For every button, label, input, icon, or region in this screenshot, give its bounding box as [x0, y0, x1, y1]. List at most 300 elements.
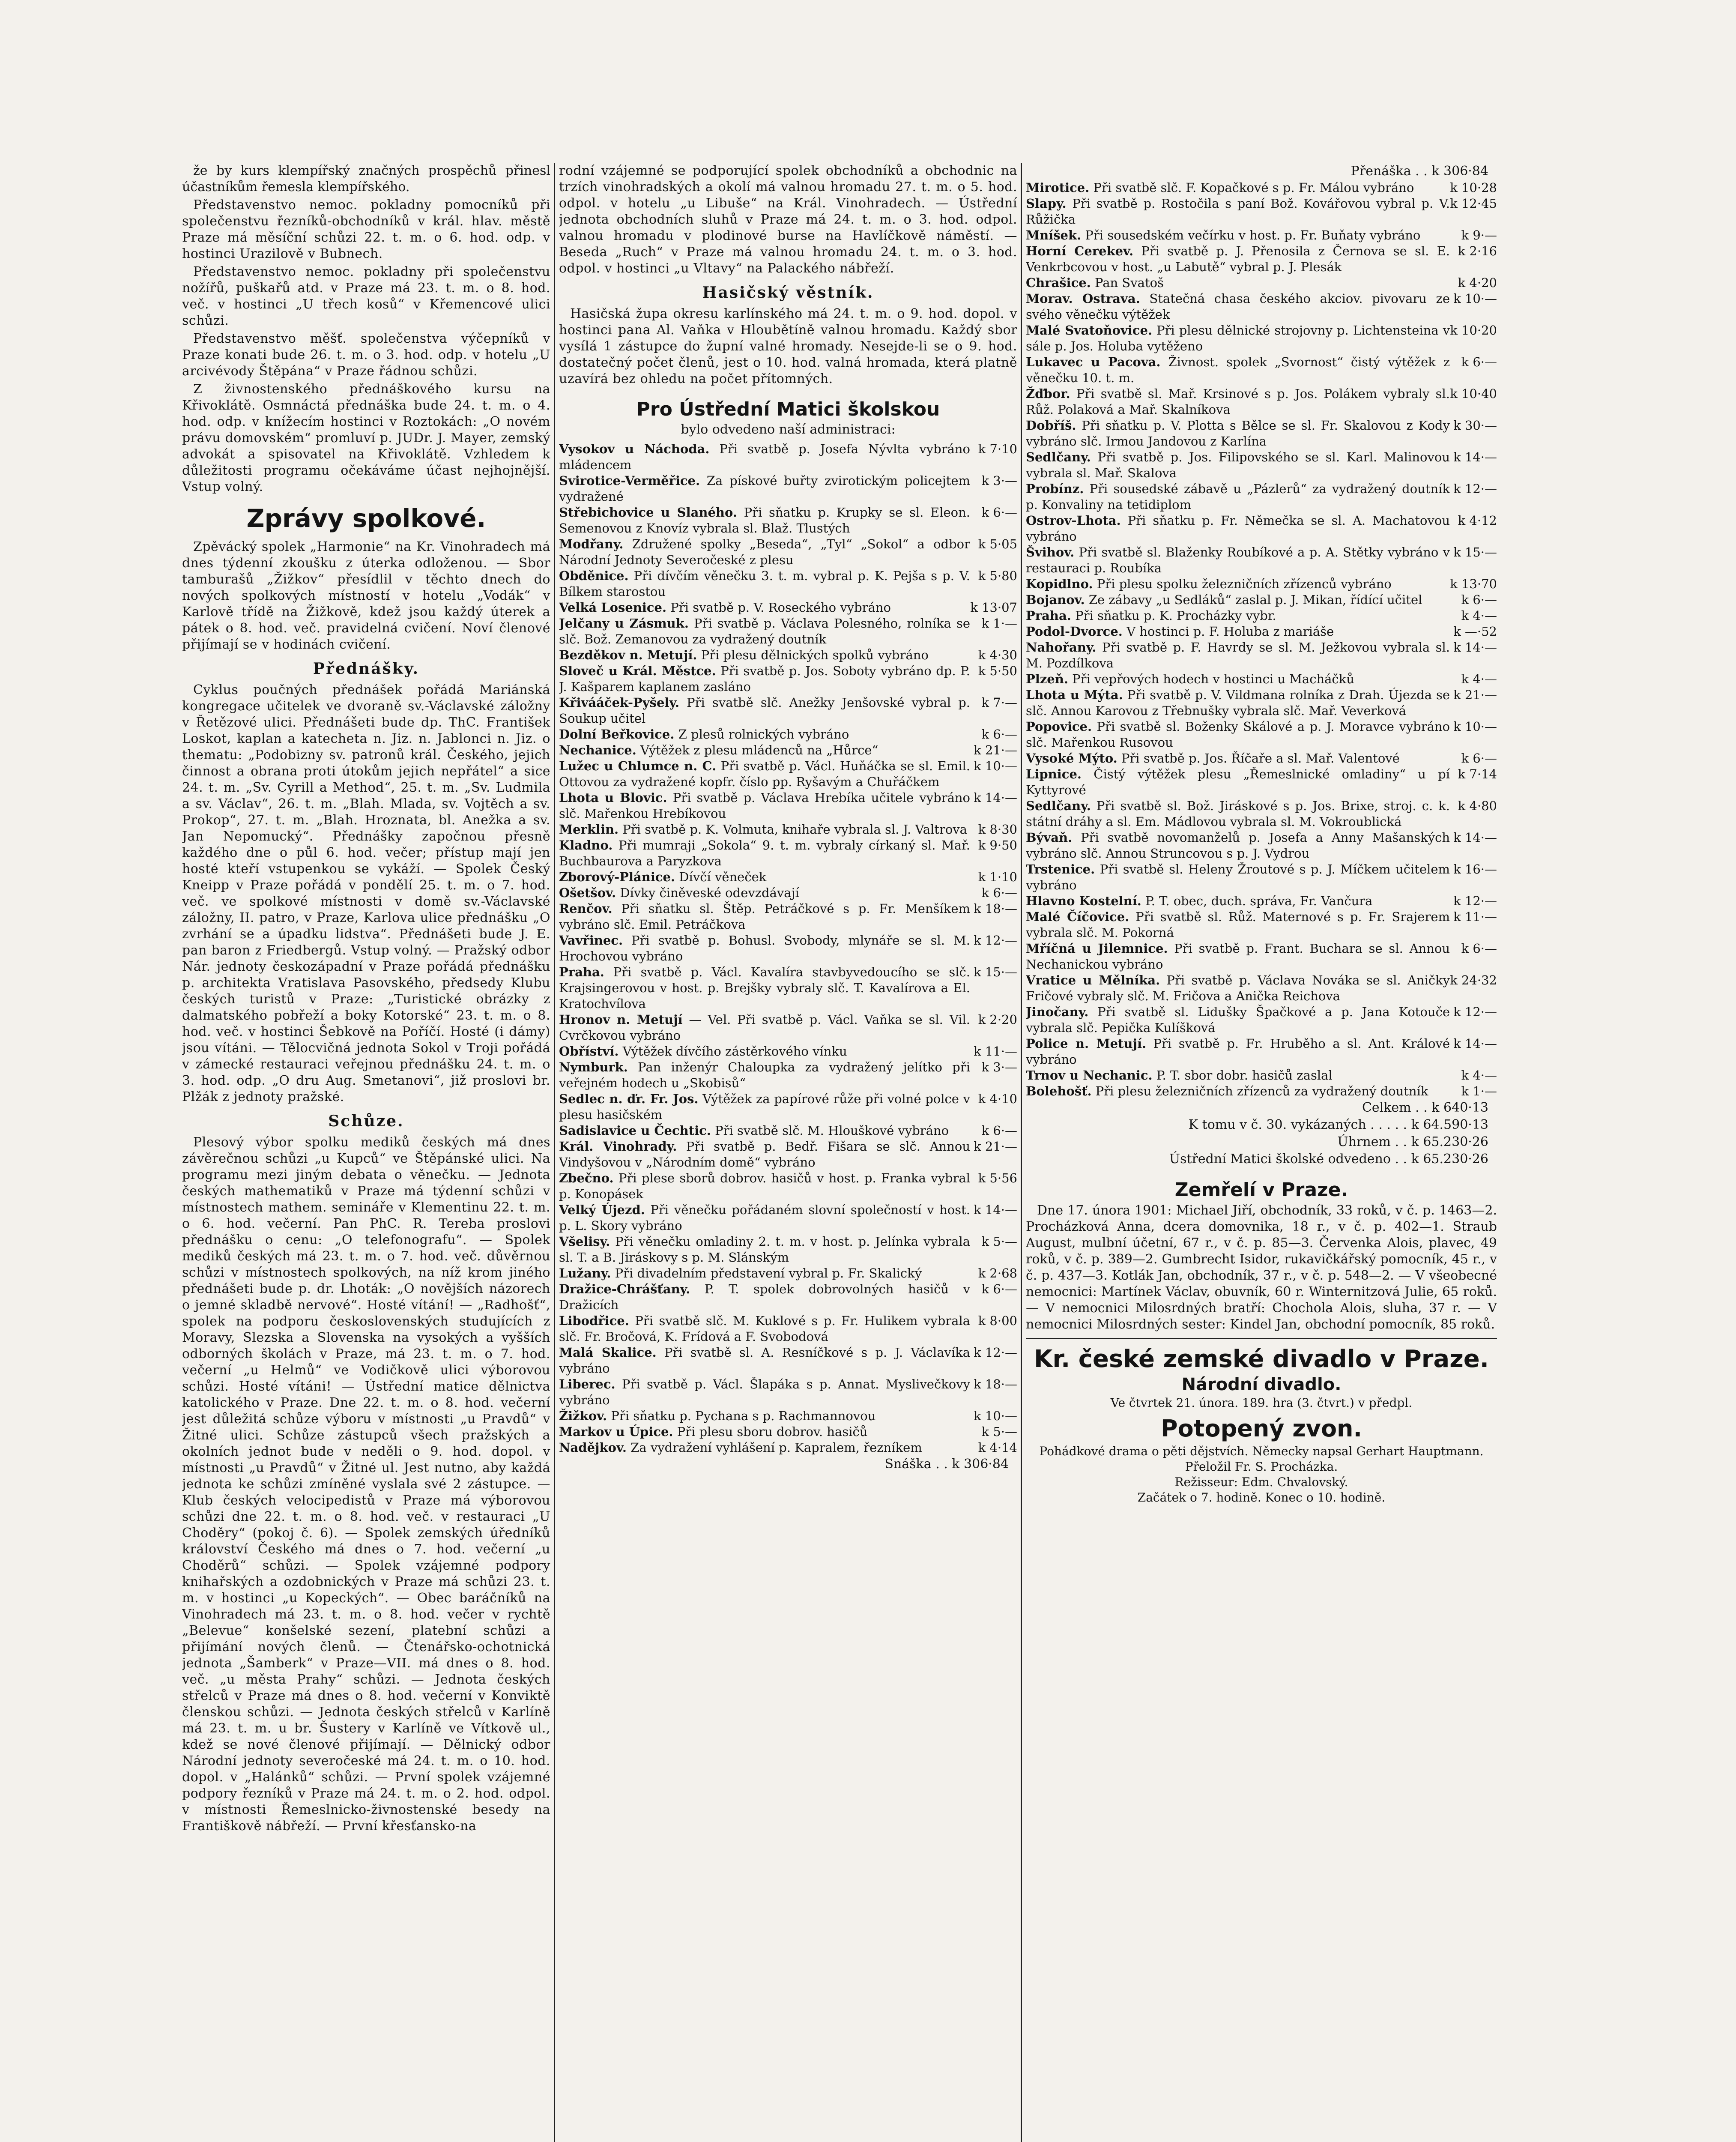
donation-amount: k 6·— — [981, 727, 1017, 742]
donation-amount: k —·52 — [1453, 624, 1497, 639]
donation-place: Praha. — [1026, 608, 1071, 623]
donation-place: Praha. — [559, 965, 604, 979]
donation-amount: k 21·— — [974, 743, 1017, 757]
donation-amount: k 14·— — [974, 790, 1017, 805]
donation-amount: k 4·14 — [978, 1440, 1017, 1455]
donation-text: Při dívčím věnečku 3. t. m. vybral p. K. Pejša s p. V. Bílkem starostou — [559, 568, 971, 599]
donation-text: Pan Svatoš — [1095, 275, 1164, 290]
donation-text: Při svatbě p. Josefa Nývlta vybráno mládencem — [559, 442, 970, 472]
donation-row — [559, 1408, 1017, 1424]
donation-amount: k 10·— — [1453, 291, 1497, 306]
donation-place: Velký Újezd. — [559, 1203, 645, 1217]
donation-place: Dražice-Chrášťany. — [559, 1282, 690, 1296]
donation-place: Horní Cerekev. — [1026, 244, 1134, 258]
total-text: Úhrnem . . k 65.230·26 — [1337, 1134, 1488, 1149]
donation-amount: k 4·20 — [1458, 275, 1497, 290]
donation-row — [1026, 1036, 1497, 1068]
donation-amount: k 2·20 — [978, 1012, 1017, 1027]
donation-text: Dívčí věneček — [679, 870, 767, 884]
donation-text: Při svatbě slč. M. Hlouškové vybráno — [715, 1123, 949, 1138]
donation-row — [559, 1440, 1017, 1456]
donation-text: Za vydražení vyhlášení p. Kapralem, řezníkem — [630, 1440, 922, 1455]
paragraph: Z živnostenského přednáškového kursu na Křivoklátě. Osmnáctá přednáška bude 24. t. m. o 4. hod. odp. v knížecím hostinci v Roztokách: „O novém právu domovském“ promluví p. JUDr. J. Mayer, zemský advokát a spisovatel na Křivoklátě. Vzhledem k důležitosti programu očekáváme účast nejhojnější. Vstup volný. — [182, 382, 550, 494]
donation-amount: k 2·68 — [978, 1266, 1017, 1280]
donation-text: Výtěžek z plesu mládenců na „Hůrce“ — [640, 743, 878, 757]
donation-place: Sedlec n. ďr. Fr. Jos. — [559, 1092, 699, 1106]
donation-amount: k 3·— — [981, 1060, 1017, 1074]
donation-place: Jelčany u Zásmuk. — [559, 616, 689, 631]
donation-row — [559, 1424, 1017, 1440]
donation-amount: k 2·16 — [1458, 244, 1497, 258]
donation-text: Při svatbě p. F. Havrdy se sl. M. Ježkovou vybrala sl. M. Pozdílkova — [1026, 640, 1450, 670]
donation-amount: k 6·— — [1461, 355, 1497, 369]
donation-amount: k 5·05 — [978, 537, 1017, 551]
donation-place: Dobříš. — [1026, 418, 1076, 433]
total-text: Ústřední Matici školské odvedeno . . k 65.230·26 — [1169, 1152, 1488, 1167]
donation-amount: k 5·— — [981, 1234, 1017, 1249]
donation-place: Malé Svatoňovice. — [1026, 323, 1153, 338]
donation-amount: k 12·— — [1453, 1005, 1497, 1019]
donation-text: Při plesu dělnické strojovny p. Lichtensteina v sále p. Jos. Holuba vytěženo — [1026, 323, 1450, 353]
donation-row — [1026, 544, 1497, 576]
donation-text: Výtěžek za papírové růže při volné polce v plesu hasičském — [559, 1092, 970, 1122]
donation-amount: k 14·— — [1453, 450, 1497, 464]
donation-row — [559, 1059, 1017, 1091]
donation-place: Markov u Úpice. — [559, 1424, 673, 1439]
donation-text: Výtěžek dívčího zástěrkového vínku — [622, 1044, 847, 1059]
donation-text: Při svatbě p. Rostočila s paní Bož. Kovářovou vybral p. V. Růžička — [1026, 196, 1450, 227]
donation-place: Velká Losenice. — [559, 600, 667, 615]
donation-text: Živnost. spolek „Svornost“ čistý výtěžek z věnečku 10. t. m. — [1026, 355, 1450, 385]
total-line — [1026, 1116, 1497, 1134]
donation-text: Při svatbě novomanželů p. Josefa a Anny Mašanských vybráno slč. Annou Struncovou s p. J. Vydrou — [1026, 830, 1450, 861]
donation-amount: k 12·— — [974, 1345, 1017, 1360]
theatre-ad-desc: Pohádkové drama o pěti dějstvích. Německy napsal Gerhart Hauptmann. Přeložil Fr. S. Procházka. — [1039, 1444, 1484, 1474]
donation-text: Při sňatku p. Pychana s p. Rachmannovou — [611, 1409, 876, 1423]
donation-text: Při sňatku sl. Štěp. Petráčkové s p. Fr. Menšíkem vybráno slč. Emil. Petráčkova — [559, 901, 971, 932]
donation-amount: k 6·— — [981, 505, 1017, 520]
donation-place: Modřany. — [559, 537, 624, 551]
donation-amount: k 14·— — [974, 1203, 1017, 1217]
donation-text: Při plesu spolku železničních zřízenců vybráno — [1097, 577, 1392, 591]
column-rule — [554, 163, 555, 2142]
donation-row — [559, 1091, 1017, 1123]
donation-list-col2 — [559, 441, 1017, 1456]
donation-place: Král. Vinohrady. — [559, 1139, 677, 1154]
section-subheading: bylo odvedeno naší administraci: — [681, 422, 896, 437]
donation-amount: k 6·— — [981, 1282, 1017, 1296]
donation-text: — Vel. Při svatbě p. Václ. Vaňka se sl. Vil. Cvrčkovou vybráno — [559, 1012, 970, 1043]
donation-place: Obříství. — [559, 1044, 619, 1059]
donation-amount: k 12·— — [1453, 894, 1497, 908]
donation-text: Při svatbě p. V. Vildmana rolníka z Drah. Újezda se slč. Annou Karovou z Třebnušky vybrala slč. Mař. Veverková — [1026, 688, 1450, 718]
donation-amount: k 1·10 — [978, 870, 1017, 884]
donation-amount: k 4·10 — [978, 1092, 1017, 1106]
donation-amount: k 6·— — [1461, 941, 1497, 956]
donation-row — [1026, 576, 1497, 592]
donation-text: Při plese sborů dobrov. hasičů v host. p. Franka vybral p. Konopásek — [559, 1171, 970, 1201]
donation-place: Bývaň. — [1026, 830, 1073, 845]
donation-place: Nahořany. — [1026, 640, 1097, 655]
donation-amount: k 4·— — [1461, 608, 1497, 623]
donation-row — [559, 1202, 1017, 1234]
donation-text: Při svatbě p. Václava Polesného, rolníka se slč. Bož. Zemanovou za vydražený doutník — [559, 616, 971, 646]
column-2 — [559, 163, 1017, 2142]
donation-row — [559, 1345, 1017, 1376]
total-line — [559, 1456, 1017, 1473]
donation-place: Nymburk. — [559, 1060, 628, 1074]
donation-place: Nechanice. — [559, 743, 636, 757]
donation-text: Při svatbě sl. Blaženky Roubíkové a p. A. Stětky vybráno v restauraci p. Roubíka — [1026, 545, 1450, 575]
donation-place: Hronov n. Metují — [559, 1012, 683, 1027]
donation-row — [1026, 608, 1497, 624]
donation-text: Při divadelním představení vybral p. Fr. Skalický — [615, 1266, 922, 1280]
donation-place: Ošetšov. — [559, 886, 616, 900]
donation-row — [1026, 418, 1497, 449]
total-text: Přenáška . . k 306·84 — [1351, 164, 1488, 179]
paragraph: Cyklus poučných přednášek pořádá Mariánská kongregace učitelek ve dvoraně sv.-Václavské záložny v Řetězové ulici. Přednášeti bude dp. ThC. František Loskot, kaplan a katecheta n. Jiz. n. Jablonci n. Jiz. o thematu: „Podobizny sv. patronů král. Českého, jejich činnost a obrana proti útokům jejich nepřátel“ a sice 24. t. m. „Sv. Cyrill a Method“, 25. t. m. „Sv. Ludmila a sv. Václav“, 26. t. m. „Blah. Mlada, sv. Vojtěch a sv. Prokop“, 27. t. m. „Blah. Hroznata, bl. Anežka a sv. Jan Nepomucký“. Přednášky započnou přesně každého dne o půl 6. hod. večer; přístup mají jen hosté kteří vstupenkou se vykáží. — Spolek Český Kneipp v Praze pořádá v pondělí 25. t. m. o 7. hod. več. ve spolkové místnosti v domě sv.-Václavské záložny, II. patro, v Praze, Karlova ulice přednášku „O zvrhání se a úpadku lidstva“. Přednášeti bude J. E. pan baron z Friedbergů. Vstup volný. — Pražský odbor Nár. jednoty českozápadní v Praze pořádá přednášku p. architekta Vratislava Pasovského, předsedy Klubu českých turistů v Praze: „Turistické obrázky z dalmatského pobřeží a boky Kotorské“ 23. t. m. o 8. hod. več. v hostinci Šebkově na Poříčí. Hosté (i dámy) jsou vítáni. — Tělocvičná jednota Sokol v Troji pořádá v zámecké restauraci veřejnou přednášku 24. t. m. o 3. hod. odp. „O dru Aug. Smetanovi“, již proslovi br. Plžák z jednoty pražské. — [182, 682, 550, 1104]
donation-text: Při svatbě p. Václ. Huňáčka se sl. Emil. Ottovou za vydražené kopfr. číslo pp. Ryšavým a Chuřáčkem — [559, 759, 970, 789]
donation-text: Při sňatku p. K. Procházky vybr. — [1075, 608, 1276, 623]
donation-row — [559, 838, 1017, 869]
donation-amount: k 21·— — [1453, 688, 1497, 702]
donation-text: Při věnečku omladiny 2. t. m. v host. p. Jelínka vybrala sl. T. a B. Jiráskovy s p. M. Slánským — [559, 1234, 971, 1265]
total-line — [1026, 1134, 1497, 1151]
donation-row — [1026, 386, 1497, 418]
donation-amount: k 4·— — [1461, 672, 1497, 686]
donation-place: Sedlčany. — [1026, 450, 1091, 464]
donation-amount: k 1·— — [1461, 1084, 1497, 1098]
donation-row — [559, 742, 1017, 758]
donation-amount: k 15·— — [974, 965, 1017, 979]
donation-amount: k 9·— — [1461, 228, 1497, 242]
section-heading-schuze: Schůze. — [328, 1112, 404, 1130]
donation-row — [559, 616, 1017, 647]
theatre-ad-date: Ve čtvrtek 21. února. 189. hra (3. čtvrt.) v předpl. — [1110, 1396, 1413, 1410]
donation-row — [559, 695, 1017, 727]
donation-place: Mříčná u Jilemnice. — [1026, 941, 1168, 956]
donation-row — [1026, 227, 1497, 243]
donation-row — [559, 758, 1017, 790]
theatre-ad-play: Potopený zvon. — [1161, 1415, 1362, 1442]
donation-place: Jinočany. — [1026, 1005, 1089, 1019]
donation-place: Zborový-Plánice. — [559, 870, 675, 884]
donation-place: Morav. Ostrava. — [1026, 291, 1140, 306]
donation-place: Libodřice. — [559, 1313, 629, 1328]
donation-row — [1026, 243, 1497, 275]
donation-place: Hlavno Kostelní. — [1026, 894, 1141, 908]
donation-amount: k 10·20 — [1450, 323, 1497, 338]
donation-place: Malé Číčovice. — [1026, 909, 1129, 924]
donation-amount: k 10·28 — [1450, 180, 1497, 195]
donation-row — [559, 1012, 1017, 1044]
section-heading-spolky: Zprávy spolkové. — [246, 504, 486, 533]
donation-row — [1026, 624, 1497, 640]
donation-row — [1026, 513, 1497, 544]
donation-place: Obděnice. — [559, 568, 629, 583]
donation-place: Lužec u Chlumce n. C. — [559, 759, 717, 773]
donation-text: Z plesů rolnických vybráno — [678, 727, 849, 742]
donation-row — [1026, 481, 1497, 513]
donation-text: Při mumraji „Sokola“ 9. t. m. vybraly církaný sl. Mař. Buchbaurova a Paryzkova — [559, 838, 971, 868]
donation-text: Při svatbě p. Václ. Kavalíra stavbyvedoucího se slč. Krajsingerovou v host. p. Brejšky vybraly slč. T. Kavalírova a El. Kratochvílova — [559, 965, 971, 1011]
donation-amount: k 21·— — [974, 1139, 1017, 1154]
donation-place: Všelisy. — [559, 1234, 610, 1249]
donation-place: Renčov. — [559, 901, 613, 916]
donation-amount: k 12·— — [974, 933, 1017, 948]
donation-place: Lipnice. — [1026, 767, 1082, 781]
donation-amount: k 7·— — [981, 695, 1017, 710]
total-line — [1026, 163, 1497, 180]
donation-row — [559, 1313, 1017, 1345]
donation-place: Liberec. — [559, 1377, 616, 1391]
donation-amount: k 14·— — [1453, 830, 1497, 845]
donation-row — [1026, 671, 1497, 687]
donation-amount: k 1·— — [981, 616, 1017, 631]
donation-text: Při svatbě p. K. Volmuta, knihaře vybrala sl. J. Valtrova — [622, 822, 967, 837]
donation-place: Sedlčany. — [1026, 799, 1091, 813]
donation-row — [1026, 449, 1497, 481]
donation-place: Sadislavice u Čechtic. — [559, 1123, 711, 1138]
donation-amount: k 6·— — [1461, 592, 1497, 607]
donation-place: Lhota u Blovic. — [559, 790, 667, 805]
donation-amount: k 16·— — [1453, 862, 1497, 877]
donation-place: Mirotice. — [1026, 180, 1090, 195]
donation-text: Při věnečku pořádaném slovní společností v host. p. L. Skory vybráno — [559, 1203, 971, 1233]
donation-text: V hostinci p. F. Holuba z mariáše — [1126, 624, 1334, 639]
donation-text: Při svatbě sl. Růž. Maternové s p. Fr. Srajerem vybrala slč. M. Pokorná — [1026, 909, 1450, 940]
donation-text: Při svatbě p. Jos. Říčaře a sl. Mař. Valentové — [1121, 751, 1400, 766]
donation-place: Bezděkov n. Metují. — [559, 648, 697, 662]
section-heading-matice: Pro Ústřední Matici školskou — [636, 398, 940, 420]
donation-row — [559, 1234, 1017, 1265]
donation-amount: k 12·45 — [1450, 196, 1497, 211]
donation-amount: k 14·— — [1453, 640, 1497, 655]
donation-text: Za pískové buřty zvirotickým policejtem vydražené — [559, 473, 971, 504]
donation-row — [559, 727, 1017, 742]
donation-row — [1026, 719, 1497, 751]
donation-place: Lhota u Mýta. — [1026, 688, 1123, 702]
donation-place: Lukavec u Pacova. — [1026, 355, 1161, 369]
donation-text: Pan inženýr Chaloupka za vydražený jelítko při veřejném hodech u „Skobisů“ — [559, 1060, 971, 1090]
donation-text: Združené spolky „Beseda“, „Tyl“ „Sokol“ a odbor Národní Jednoty Severočeské z plesu — [559, 537, 971, 567]
donation-amount: k 10·— — [974, 1409, 1017, 1423]
paragraph: Představenstvo nemoc. pokladny při společenstvu nožířů, puškařů atd. v Praze má 23. t. m. o 8. hod. več. v hostinci „U třech kosů“ v Křemencové ulici schůzi. — [182, 264, 550, 328]
donation-text: Při svatbě sl. Heleny Žroutové s p. J. Míčkem učitelem vybráno — [1026, 862, 1450, 892]
donation-row — [559, 1170, 1017, 1202]
donation-amount: k 7·10 — [978, 442, 1017, 456]
donation-text: P. T. obec, duch. správa, Fr. Vančura — [1145, 894, 1373, 908]
donation-row — [559, 473, 1017, 505]
donation-place: Dolní Beřkovice. — [559, 727, 675, 742]
donation-place: Střebichovice u Slaného. — [559, 505, 737, 520]
total-text: Celkem . . k 640·13 — [1362, 1100, 1488, 1115]
donation-amount: k 10·— — [974, 759, 1017, 773]
donation-amount: k 4·— — [1461, 1068, 1497, 1083]
donation-place: Bolehošť. — [1026, 1084, 1092, 1098]
donation-place: Vavřinec. — [559, 933, 623, 948]
donation-text: Při svatbě p. J. Přenosila z Černova se sl. E. Venkrbcovou v host. „u Labutě“ vybral p. J. Plesák — [1026, 244, 1450, 274]
donation-row — [1026, 180, 1497, 196]
donation-row — [559, 647, 1017, 663]
donation-amount: k 8·30 — [978, 822, 1017, 837]
donation-row — [1026, 196, 1497, 227]
donation-row — [559, 1123, 1017, 1139]
donation-row — [559, 964, 1017, 1012]
donation-place: Trnov u Nechanic. — [1026, 1068, 1153, 1083]
donation-list-col3 — [1026, 180, 1497, 1099]
donation-place: Trstenice. — [1026, 862, 1095, 877]
donation-text: Při plesu dělnických spolků vybráno — [701, 648, 929, 662]
donation-row — [559, 1281, 1017, 1313]
donation-place: Vysokov u Náchoda. — [559, 442, 710, 456]
column-rule — [1021, 163, 1022, 2142]
donation-amount: k 13·70 — [1450, 577, 1497, 591]
donation-amount: k 13·07 — [970, 600, 1017, 615]
paragraph: Představenstvo nemoc. pokladny pomocníků při společenstvu řezníků-obchodníků v král. hlav. městě Praze má měsíční schůzi 22. t. m. o 6. hod. odp. v hostinci Urazilově v Bubnech. — [182, 197, 550, 261]
donation-text: Při svatbě p. Bedř. Fišara se slč. Annou Vindyšovou v „Národním domě“ vybráno — [559, 1139, 971, 1170]
donation-row — [559, 1376, 1017, 1408]
donation-place: Lužany. — [559, 1266, 611, 1280]
donation-amount: k 24·32 — [1450, 973, 1497, 987]
donation-place: Mníšek. — [1026, 228, 1082, 242]
donation-amount: k 18·— — [974, 901, 1017, 916]
total-text: Snáška . . k 306·84 — [884, 1457, 1009, 1472]
donation-amount: k 5·— — [981, 1424, 1017, 1439]
divider — [1026, 1338, 1497, 1339]
donation-row — [1026, 798, 1497, 830]
donation-row — [559, 1044, 1017, 1059]
donation-text: Při svatbě sl. A. Resníčkové s p. J. Václavíka vybráno — [559, 1345, 971, 1376]
donation-amount: k 30·— — [1453, 418, 1497, 433]
donation-text: Při svatbě p. Frant. Buchara se sl. Annou Nechanickou vybráno — [1026, 941, 1450, 972]
donation-place: Nadějkov. — [559, 1440, 627, 1455]
donation-text: Ze zábavy „u Sedláků“ zaslal p. J. Mikan, řídící učitel — [1088, 592, 1422, 607]
donation-text: Při svatbě p. V. Roseckého vybráno — [670, 600, 891, 615]
donation-text: Při sousedské zábavě u „Pázlerů“ za vydražený doutník p. Konvaliny na tetidiplom — [1026, 482, 1450, 512]
theatre-ad-subtitle: Národní divadlo. — [1181, 1375, 1342, 1394]
donation-row — [1026, 862, 1497, 893]
section-heading-hasicsky: Hasičský věstník. — [702, 284, 874, 302]
donation-place: Vysoké Mýto. — [1026, 751, 1117, 766]
donation-text: Při vepřových hodech v hostinci u Macháčků — [1072, 672, 1354, 686]
donation-row — [1026, 941, 1497, 972]
donation-place: Plzeň. — [1026, 672, 1068, 686]
donation-text: Při sňatku p. Krupky se sl. Eleon. Semenovou z Knovíz vybrala sl. Blaž. Tlustých — [559, 505, 971, 536]
donation-text: P. T. spolek dobrovolných hasičů v Dražicích — [559, 1282, 970, 1312]
donation-amount: k 7·14 — [1458, 767, 1497, 781]
donation-text: Při svatbě p. Bohusl. Svobody, mlynáře se sl. M. Hrochovou vybráno — [559, 933, 970, 963]
donation-row — [1026, 592, 1497, 608]
donation-row — [1026, 909, 1497, 941]
donation-amount: k 5·56 — [978, 1171, 1017, 1185]
donation-row — [559, 663, 1017, 695]
donation-text: Při svatbě sl. Lidušky Špačkové a p. Jana Kotouče vybrala slč. Pepička Kulíšková — [1026, 1005, 1450, 1035]
total-line — [1026, 1099, 1497, 1116]
paragraph: Představenstvo měšť. společenstva výčepníků v Praze konati bude 26. t. m. o 3. hod. odp. v hotelu „U arcivévody Štěpána“ v Praze řádnou schůzi. — [182, 331, 550, 379]
donation-text: P. T. sbor dobr. hasičů zaslal — [1156, 1068, 1333, 1083]
donation-place: Chrašice. — [1026, 275, 1091, 290]
donation-place: Kladno. — [559, 838, 613, 853]
paragraph: rodní vzájemné se podporující spolek obchodníků a obchodnic na trzích vinohradských a okolí má valnou hromadu 27. t. m. o 5. hod. odpol. v hotelu „u Libuše“ na Král. Vinohradech. — Ústřední jednota obchodních sluhů v Praze má 24. t. m. o 3. hod. odpol. valnou hromadu v plodinové burse na Havlíčkově náměstí. — Beseda „Ruch“ v Praze má valnou hromadu 24. t. m. o 3. hod. odpol. v hostinci „u Vltavy“ na Palackého nábřeží. — [559, 163, 1017, 276]
donation-row — [559, 536, 1017, 568]
donation-amount: k 4·30 — [978, 648, 1017, 662]
section-heading-prednasky: Přednášky. — [313, 660, 420, 678]
donation-row — [559, 568, 1017, 600]
donation-row — [559, 901, 1017, 933]
donation-place: Police n. Metují. — [1026, 1036, 1147, 1051]
donation-amount: k 5·50 — [978, 664, 1017, 678]
donation-text: Při plesu železničních zřízenců za vydražený doutník — [1095, 1084, 1428, 1098]
column-1 — [182, 163, 550, 2142]
donation-row — [1026, 323, 1497, 354]
paragraph: Hasičská župa okresu karlínského má 24. t. m. o 9. hod. dopol. v hostinci pana Al. Vaňka v Hloubětíně valnou hromadu. Každý sbor vysílá 1 zástupce do župní valné hromady. Nesejde-li se o 9. hod. dostatečný počet členů, jest o 10. hod. valná hromada, která platně uzavírá bez ohledu na počet přítomných. — [559, 306, 1017, 386]
theatre-ad-title: Kr. české zemské divadlo v Praze. — [1034, 1345, 1489, 1373]
donation-amount: k 9·50 — [978, 838, 1017, 853]
donation-amount: k 6·— — [981, 886, 1017, 900]
donation-text: Čistý výtěžek plesu „Řemeslnické omladiny“ u pí Kyttyrové — [1026, 767, 1450, 797]
donation-text: Při sousedském večírku v host. p. Fr. Buňaty vybráno — [1085, 228, 1421, 242]
donation-amount: k 15·— — [1453, 545, 1497, 559]
donation-row — [1026, 830, 1497, 862]
donation-text: Dívky činěveské odevzdávají — [620, 886, 799, 900]
section-heading-zemreli: Zemřelí v Praze. — [1174, 1179, 1348, 1201]
donation-row — [1026, 972, 1497, 1004]
total-text: K tomu v č. 30. vykázaných . . . . . k 64.590·13 — [1188, 1117, 1488, 1132]
donation-text: Při svatbě slč. M. Kuklové s p. Fr. Hulikem vybrala slč. Fr. Bročová, K. Frídová a F. Svobodová — [559, 1313, 971, 1344]
donation-place: Žďbor. — [1026, 386, 1070, 401]
donation-amount: k 11·— — [974, 1044, 1017, 1059]
theatre-ad-times: Začátek o 7. hodině. Konec o 10. hodině. — [1137, 1490, 1386, 1505]
donation-place: Podol-Dvorce. — [1026, 624, 1123, 639]
donation-row — [559, 822, 1017, 838]
donation-text: Při svatbě sl. Bož. Jiráskové s p. Jos. Brixe, stroj. c. k. státní dráhy a sl. Em. Mádlovou vybrala sl. M. Vokroublická — [1026, 799, 1450, 829]
donation-place: Zbečno. — [559, 1171, 614, 1185]
donation-place: Malá Skalice. — [559, 1345, 657, 1360]
donation-amount: k 10·— — [1453, 719, 1497, 734]
donation-amount: k 10·40 — [1450, 386, 1497, 401]
donation-row — [1026, 1083, 1497, 1099]
donation-place: Popovice. — [1026, 719, 1092, 734]
donation-row — [559, 933, 1017, 964]
donation-place: Probínz. — [1026, 482, 1084, 496]
donation-row — [1026, 893, 1497, 909]
donation-row — [559, 441, 1017, 473]
paragraph: Zpěvácký spolek „Harmonie“ na Kr. Vinohradech má dnes týdenní zkoušku z úterka odloženou. — Sbor tamburašů „Žižkov“ přesídlil v těchto dnech do nových spolkových místností v hotelu „Vodák“ v Karlově třídě na Žižkově, kdež jsou každý úterek a pátek o 8. hod. več. pravidelná cvičení. Noví členové přijímají se v hodinách cvičení. — [182, 539, 550, 652]
donation-text: Při svatbě p. Fr. Hruběho a sl. Ant. Králové vybráno — [1026, 1036, 1450, 1067]
donation-row — [559, 1265, 1017, 1281]
donation-place: Slapy. — [1026, 196, 1067, 211]
donation-text: Při svatbě p. Václ. Šlapáka s p. Annat. Myslivečkovy vybráno — [559, 1377, 970, 1407]
donation-row — [1026, 354, 1497, 386]
donation-row — [559, 1139, 1017, 1170]
donation-amount: k 4·80 — [1458, 799, 1497, 813]
paragraph: Dne 17. února 1901: Michael Jiří, obchodník, 33 roků, v č. p. 1463—2. Procházková Anna, dcera domovnika, 18 r., v č. p. 402—1. Straub August, mulbní účetní, 67 r., v č. p. 85—3. Červenka Alois, plavec, 49 roků, v č. p. 389—2. Gumbrecht Isidor, rukavičkářský pomocník, 45 r., v č. p. 437—3. Kotlák Jan, obchodník, 37 r., v č. p. 548—2. — V všeobecné nemocnici: Martínek Václav, obuvník, 60 r. Winternitzová Julie, 65 roků. — V nemocnici Milosrdných bratří: Chochola Alois, sluha, 37 r. — V nemocnici Milosrdných sester: Kindel Jan, obchodní pomocník, 85 roků. — [1026, 1203, 1497, 1332]
donation-place: Švihov. — [1026, 545, 1075, 559]
donation-row — [1026, 751, 1497, 766]
donation-row — [1026, 687, 1497, 719]
donation-amount: k 6·— — [981, 1123, 1017, 1138]
paragraph: že by kurs klempířský značných prospěchů přinesl účastníkům řemesla klempířského. — [182, 163, 550, 194]
donation-place: Sloveč u Král. Městce. — [559, 664, 716, 678]
donation-row — [1026, 1004, 1497, 1036]
donation-place: Vratice u Mělníka. — [1026, 973, 1160, 987]
donation-amount: k 5·80 — [978, 568, 1017, 583]
donation-text: Při sňatku p. V. Plotta s Bělce se sl. Fr. Skalovou z Kody vybráno slč. Irmou Jandovou z Karlína — [1026, 418, 1450, 449]
donation-place: Kopidlno. — [1026, 577, 1093, 591]
donation-amount: k 3·— — [981, 473, 1017, 488]
donation-text: Při svatbě p. Jos. Filipovského se sl. Karl. Malinovou vybrala sl. Mař. Skalova — [1026, 450, 1450, 480]
